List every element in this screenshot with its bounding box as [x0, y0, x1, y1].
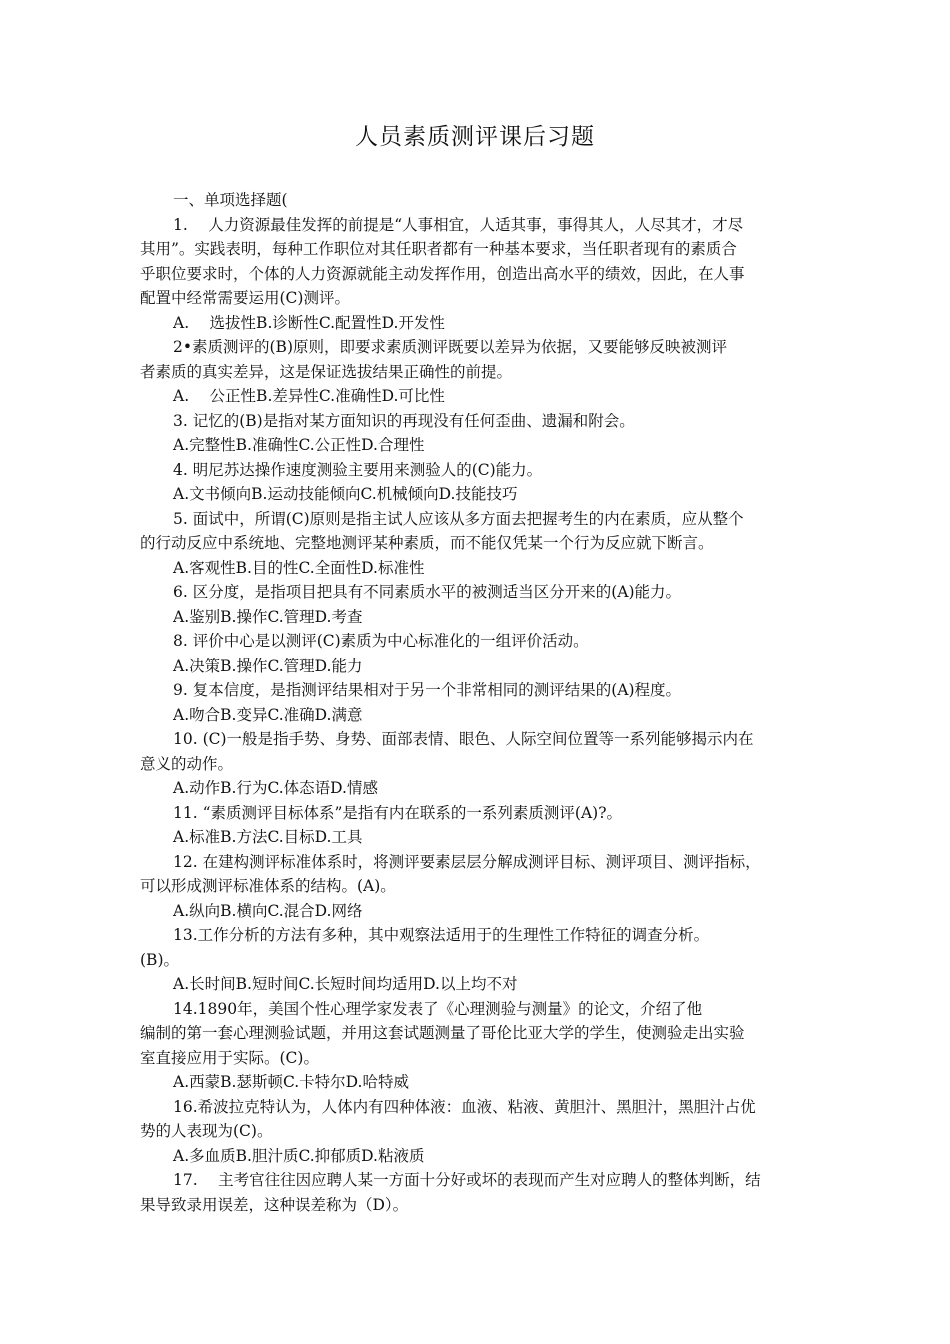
options-line: A.吻合B.变异C.准确D.满意	[173, 705, 363, 724]
options-line: A.动作B.行为C.体态语D.情感	[173, 779, 378, 797]
question-line: 的行动反应中系统地、完整地测评某种素质，而不能仅凭某一个行为反应就下断言。	[140, 534, 714, 552]
question-line: 3. 记忆的(B)是指对某方面知识的再现没有任何歪曲、遗漏和附会。	[173, 411, 635, 430]
question-line: 乎职位要求时，个体的人力资源就能主动发挥作用，创造出高水平的绩效，因此，在人事	[140, 264, 745, 283]
question-line: 可以形成测评标准体系的结构。(A)。	[140, 877, 396, 895]
question-line: (B)。	[140, 950, 179, 969]
options-line: A.决策B.操作C.管理D.能力	[173, 656, 363, 675]
options-line: A.标准B.方法C.目标D.工具	[173, 828, 363, 846]
question-line: 5. 面试中，所谓(C)原则是指主试人应该从多方面去把握考生的内在素质，应从整个	[173, 509, 744, 528]
options-line: A.完整性B.准确性C.公正性D.合理性	[173, 436, 425, 454]
question-line: 14.1890年，美国个性心理学家发表了《心理测验与测量》的论文，介绍了他	[173, 999, 703, 1018]
question-line: 室直接应用于实际。(C)。	[140, 1048, 319, 1067]
question-line: 势的人表现为(C)。	[140, 1122, 273, 1140]
options-line: A.纵向B.横向C.混合D.网络	[173, 901, 363, 920]
options-line: A. 选拔性B.诊断性C.配置性D.开发性	[173, 313, 445, 332]
question-line: 配置中经常需要运用(C)测评。	[140, 289, 350, 307]
question-line: 者素质的真实差异，这是保证选拔结果正确性的前提。	[140, 362, 513, 381]
question-line: 6. 区分度，是指项目把具有不同素质水平的被测适当区分开来的(A)能力。	[173, 583, 682, 601]
question-line: 13.工作分析的方法有多种，其中观察法适用于的生理性工作特征的调查分析。	[173, 926, 710, 944]
options-line: A.文书倾向B.运动技能倾向C.机械倾向D.技能技巧	[173, 485, 518, 503]
question-line: 1. 人力资源最佳发挥的前提是“人事相宜，人适其事，事得其人，人尽其才，才尽	[173, 215, 744, 234]
document-body	[140, 188, 816, 1217]
options-line: A.客观性B.目的性C.全面性D.标准性	[173, 558, 425, 577]
options-line: A. 公正性B.差异性C.准确性D.可比性	[173, 387, 445, 405]
question-line: 11. “素质测评目标体系”是指有内在联系的一系列素质测评(A)?。	[173, 803, 623, 822]
options-line: A.西蒙B.瑟斯顿C.卡特尔D.哈特威	[173, 1073, 409, 1091]
question-line: 编制的第一套心理测验试题，并用这套试题测量了哥伦比亚大学的学生，使测验走出实验	[140, 1024, 745, 1042]
question-line: 其用”。实践表明，每种工作职位对其任职者都有一种基本要求，当任职者现有的素质合	[140, 240, 737, 258]
question-line: 10. (C)一般是指手势、身势、面部表情、眼色、人际空间位置等一系列能够揭示内在	[173, 730, 754, 748]
question-line: 17. 主考官往往因应聘人某一方面十分好或坏的表现而产生对应聘人的整体判断，结	[173, 1171, 761, 1189]
options-line: A.鉴别B.操作C.管理D.考查	[173, 607, 363, 626]
question-line: 12. 在建构测评标准体系时，将测评要素层层分解成测评目标、测评项目、测评指标，	[173, 852, 761, 871]
options-line: A.多血质B.胆汁质C.抑郁质D.粘液质	[173, 1146, 425, 1165]
section-heading: 一、单项选择题(	[173, 191, 288, 209]
options-line: A.长时间B.短时间C.长短时间均适用D.以上均不对	[173, 975, 518, 993]
question-line: 9. 复本信度，是指测评结果相对于另一个非常相同的测评结果的(A)程度。	[173, 681, 682, 699]
page-title: 人员素质测评课后习题	[355, 124, 595, 150]
question-line: 16.希波拉克特认为，人体内有四种体液：血液、粘液、黄胆汁、黑胆汁，黑胆汁占优	[173, 1097, 756, 1116]
question-line: 4. 明尼苏达操作速度测验主要用来测验人的(C)能力。	[173, 460, 543, 479]
question-line: 2•素质测评的(B)原则，即要求素质测评既要以差异为依据，又要能够反映被测评	[173, 338, 727, 356]
question-line: 果导致录用误差，这种误差称为（D）。	[140, 1195, 409, 1214]
question-line: 8. 评价中心是以测评(C)素质为中心标准化的一组评价活动。	[173, 632, 589, 650]
question-line: 意义的动作。	[140, 754, 234, 773]
